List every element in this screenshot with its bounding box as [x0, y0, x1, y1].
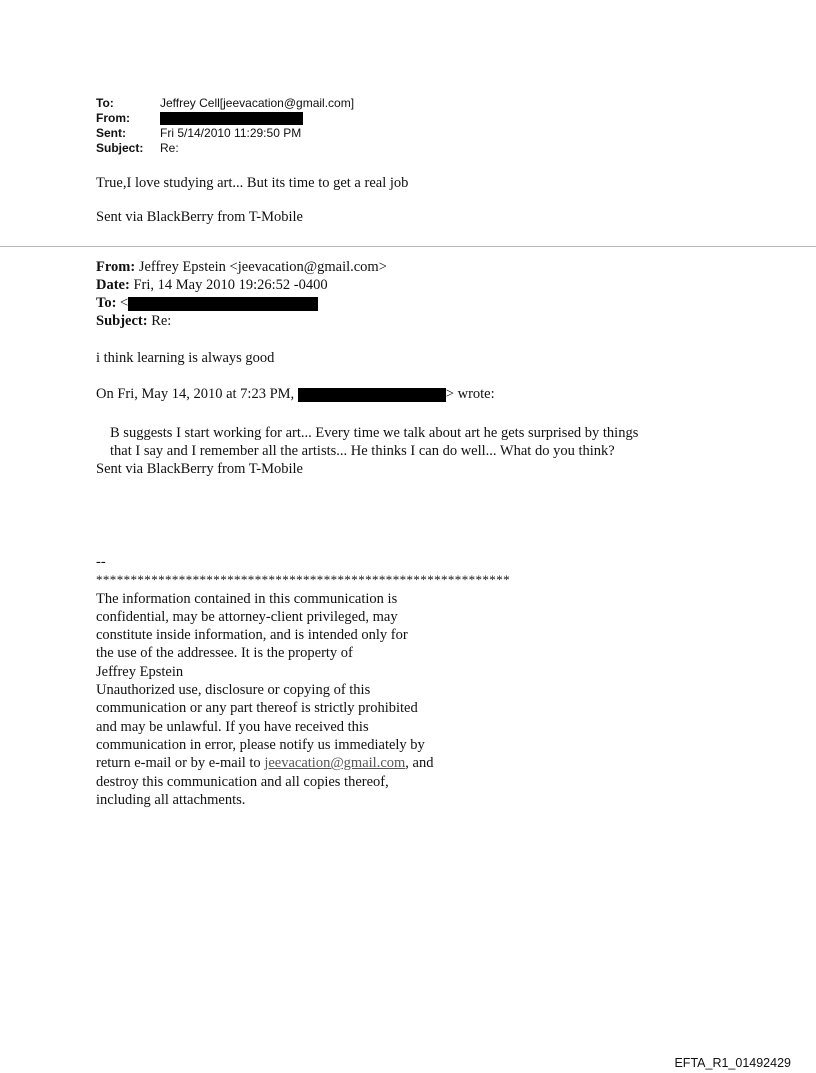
header-to-row: [96, 96, 354, 111]
quoted-from-value: Jeffrey Epstein <jeevacation@gmail.com>: [138, 259, 387, 275]
quoted-original: [96, 424, 638, 478]
subject-value: Re:: [160, 141, 179, 155]
quoted-subject-label: Subject:: [96, 313, 148, 329]
disclaimer-line: communication in error, please notify us immediately by: [96, 736, 425, 753]
quoted-to-row: [96, 294, 387, 312]
subject-label: Subject:: [96, 141, 144, 155]
disclaimer-line: Unauthorized use, disclosure or copying of this: [96, 682, 371, 699]
disclaimer-line: communication or any part thereof is strictly prohibited: [96, 700, 418, 717]
quoted-subject-value: Re:: [151, 313, 172, 329]
quoted-line: that I say and I remember all the artists... He thinks I can do well... What do you think?: [110, 443, 615, 459]
quoted-to-label: To:: [96, 295, 117, 311]
disclaimer-line: including all attachments.: [96, 791, 246, 808]
header-sent-row: [96, 126, 354, 141]
disclaimer-line: and may be unlawful. If you have received this: [96, 718, 369, 735]
disclaimer-line: [96, 754, 510, 772]
disclaimer-line: confidential, may be attorney-client privileged, may: [96, 608, 398, 625]
quoted-header: [96, 258, 387, 330]
attribution-line: [96, 386, 495, 403]
disclaimer: [96, 553, 510, 809]
disclaimer-dashes: --: [96, 554, 106, 570]
quoted-signature: Sent via BlackBerry from T-Mobile: [96, 461, 303, 477]
redaction-box: [160, 112, 303, 125]
sent-label: Sent:: [96, 126, 126, 140]
attribution-prefix: On Fri, May 14, 2010 at 7:23 PM,: [96, 386, 295, 402]
reply-signature: Sent via BlackBerry from T-Mobile: [96, 209, 303, 225]
disclaimer-line: constitute inside information, and is intended only for: [96, 627, 408, 644]
quoted-from-row: [96, 258, 387, 276]
quoted-message: i think learning is always good: [96, 350, 275, 366]
header-subject-row: [96, 141, 354, 156]
to-value: Jeffrey Cell[jeevacation@gmail.com]: [160, 96, 355, 110]
email-header: [96, 96, 354, 156]
quoted-date-label: Date:: [96, 277, 130, 293]
redaction-box: [298, 388, 446, 402]
sent-value: Fri 5/14/2010 11:29:50 PM: [160, 126, 302, 140]
quoted-from-label: From:: [96, 259, 136, 275]
reply-body: True,I love studying art... But its time to get a real job: [96, 175, 409, 191]
from-label: From:: [96, 111, 130, 125]
quoted-date-row: [96, 276, 387, 294]
quoted-subject-row: [96, 312, 387, 330]
attribution-suffix: > wrote:: [445, 386, 495, 402]
email-link[interactable]: jeevacation@gmail.com: [264, 755, 406, 772]
quoted-line: B suggests I start working for art... Every time we talk about art he gets surprised by things: [110, 425, 639, 441]
disclaimer-text: return e-mail or by e-mail to: [96, 755, 265, 772]
disclaimer-line: The information contained in this communication is: [96, 590, 398, 607]
disclaimer-line: destroy this communication and all copies thereof,: [96, 773, 389, 790]
header-from-row: [96, 111, 354, 126]
quoted-date-value: Fri, 14 May 2010 19:26:52 -0400: [133, 277, 328, 293]
disclaimer-stars: ************************************************************: [96, 572, 510, 588]
disclaimer-line: the use of the addressee. It is the property of: [96, 645, 353, 662]
disclaimer-line: Jeffrey Epstein: [96, 663, 184, 680]
separator-line: [0, 246, 816, 247]
quoted-to-value: <: [120, 295, 129, 311]
document-id: EFTA_R1_01492429: [674, 1056, 791, 1070]
redaction-box: [128, 297, 318, 311]
disclaimer-text: , and: [405, 755, 434, 772]
to-label: To:: [96, 96, 114, 110]
